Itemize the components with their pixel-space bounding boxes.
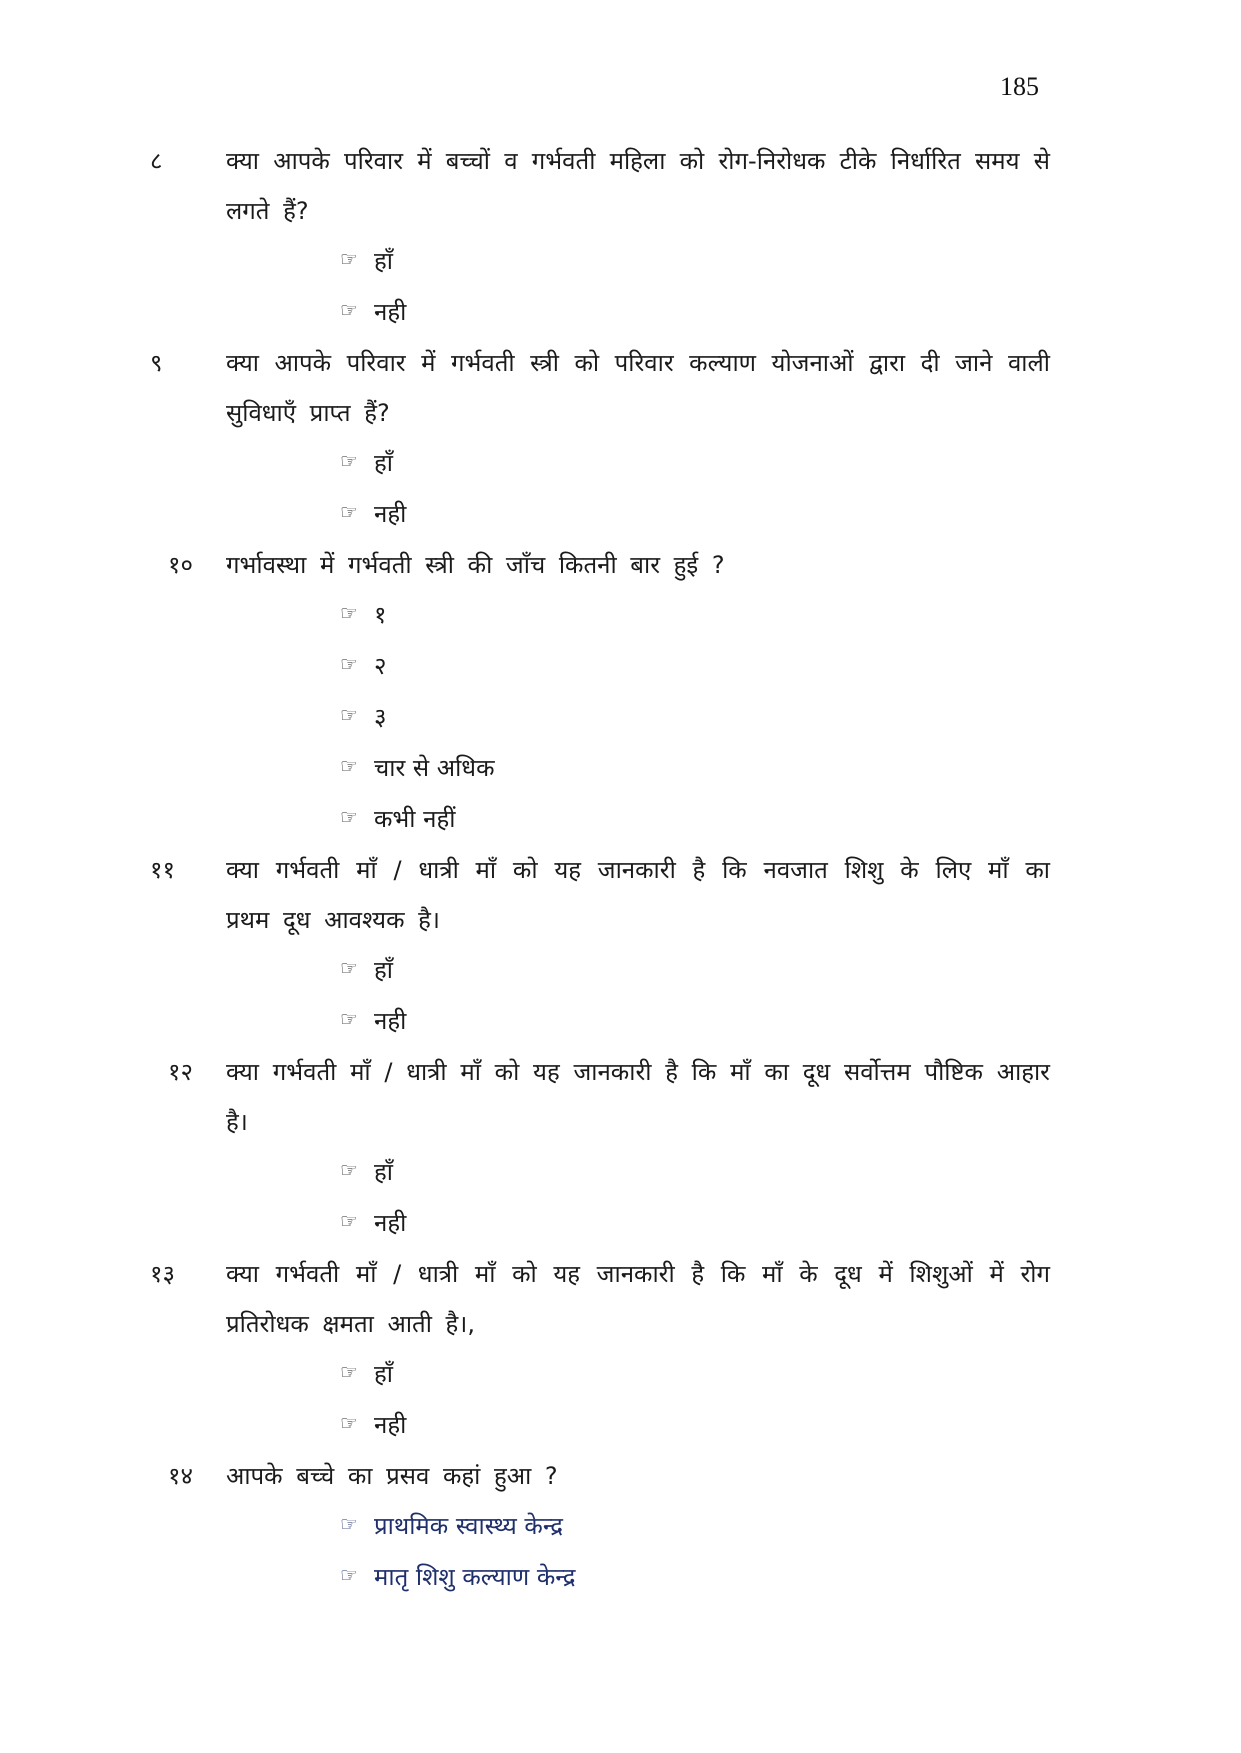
question-number: ८: [150, 147, 163, 175]
option-label: नही: [374, 1209, 407, 1237]
option-1[interactable]: [340, 590, 1241, 641]
option-no[interactable]: [340, 287, 1241, 338]
option-label: २: [374, 652, 387, 680]
questionnaire: [0, 136, 1241, 1603]
option-primary-health-centre[interactable]: [340, 1501, 1241, 1552]
pointing-hand-icon: ☞: [340, 652, 358, 676]
option-no[interactable]: [340, 1198, 1241, 1249]
question-9: [0, 338, 1241, 540]
pointing-hand-icon: ☞: [340, 449, 358, 473]
pointing-hand-icon: ☞: [340, 805, 358, 829]
option-list: [0, 590, 1241, 845]
option-yes[interactable]: [340, 1349, 1241, 1400]
pointing-hand-icon: ☞: [340, 1360, 358, 1384]
question-13: [0, 1249, 1241, 1451]
option-label: नही: [374, 1411, 407, 1439]
pointing-hand-icon: ☞: [340, 1209, 358, 1233]
question-11: [0, 845, 1241, 1047]
option-label: १: [374, 601, 387, 629]
option-list: [0, 236, 1241, 338]
question-number: १४: [168, 1462, 193, 1490]
option-list: [0, 1147, 1241, 1249]
pointing-hand-icon: ☞: [340, 247, 358, 271]
question-text: क्या आपके परिवार में गर्भवती स्त्री को परिवार कल्याण योजनाओं द्वारा दी जाने वाली सुविधाएँ प्राप्त हैं?: [226, 349, 1050, 427]
question-text: क्या गर्भवती माँ / धात्री माँ को यह जानकारी है कि नवजात शिशु के लिए माँ का प्रथम दूध आवश्यक है।: [226, 856, 1050, 934]
option-no[interactable]: [340, 1400, 1241, 1451]
question-10: [0, 540, 1241, 845]
pointing-hand-icon: ☞: [340, 298, 358, 322]
option-maternal-child-welfare-centre[interactable]: [340, 1552, 1241, 1603]
question-text: क्या गर्भवती माँ / धात्री माँ को यह जानकारी है कि माँ के दूध में शिशुओं में रोग प्रतिरोधक क्षमता आती है।,: [226, 1260, 1050, 1338]
option-label: हाँ: [374, 449, 393, 477]
option-label: हाँ: [374, 1158, 393, 1186]
question-number: १३: [150, 1260, 175, 1288]
option-label: नही: [374, 500, 407, 528]
option-label: प्राथमिक स्वास्थ्य केन्द्र: [374, 1512, 563, 1540]
question-14: [0, 1451, 1241, 1603]
option-3[interactable]: [340, 692, 1241, 743]
option-list: [0, 1349, 1241, 1451]
question-8: [0, 136, 1241, 338]
question-number: ११: [150, 856, 175, 884]
pointing-hand-icon: ☞: [340, 754, 358, 778]
option-label: हाँ: [374, 956, 393, 984]
pointing-hand-icon: ☞: [340, 601, 358, 625]
option-list: [0, 945, 1241, 1047]
option-no[interactable]: [340, 996, 1241, 1047]
question-text: क्या आपके परिवार में बच्चों व गर्भवती महिला को रोग-निरोधक टीके निर्धारित समय से लगते हैं?: [226, 147, 1050, 225]
option-yes[interactable]: [340, 438, 1241, 489]
option-label: मातृ शिशु कल्याण केन्द्र: [374, 1563, 576, 1591]
option-yes[interactable]: [340, 945, 1241, 996]
option-no[interactable]: [340, 489, 1241, 540]
page-number: 185: [1000, 72, 1039, 101]
pointing-hand-icon: ☞: [340, 500, 358, 524]
option-label: हाँ: [374, 247, 393, 275]
option-label: कभी नहीं: [374, 805, 456, 833]
option-label: नही: [374, 1007, 407, 1035]
option-list: [0, 438, 1241, 540]
option-yes[interactable]: [340, 236, 1241, 287]
pointing-hand-icon: ☞: [340, 703, 358, 727]
option-label: नही: [374, 298, 407, 326]
option-label: ३: [374, 703, 387, 731]
pointing-hand-icon: ☞: [340, 1007, 358, 1031]
pointing-hand-icon: ☞: [340, 1563, 358, 1587]
question-text: क्या गर्भवती माँ / धात्री माँ को यह जानकारी है कि माँ का दूध सर्वोत्तम पौष्टिक आहार है।: [226, 1058, 1050, 1136]
option-list: [0, 1501, 1241, 1603]
option-yes[interactable]: [340, 1147, 1241, 1198]
pointing-hand-icon: ☞: [340, 1512, 358, 1536]
pointing-hand-icon: ☞: [340, 1411, 358, 1435]
option-label: चार से अधिक: [374, 754, 495, 782]
question-12: [0, 1047, 1241, 1249]
pointing-hand-icon: ☞: [340, 956, 358, 980]
question-number: १०: [168, 551, 193, 579]
option-never[interactable]: [340, 794, 1241, 845]
question-number: १२: [168, 1058, 193, 1086]
question-number: ९: [150, 349, 163, 377]
option-2[interactable]: [340, 641, 1241, 692]
pointing-hand-icon: ☞: [340, 1158, 358, 1182]
question-text: गर्भावस्था में गर्भवती स्त्री की जाँच कितनी बार हुई ?: [226, 551, 725, 579]
option-more-than-four[interactable]: [340, 743, 1241, 794]
question-text: आपके बच्चे का प्रसव कहां हुआ ?: [226, 1462, 558, 1490]
option-label: हाँ: [374, 1360, 393, 1388]
